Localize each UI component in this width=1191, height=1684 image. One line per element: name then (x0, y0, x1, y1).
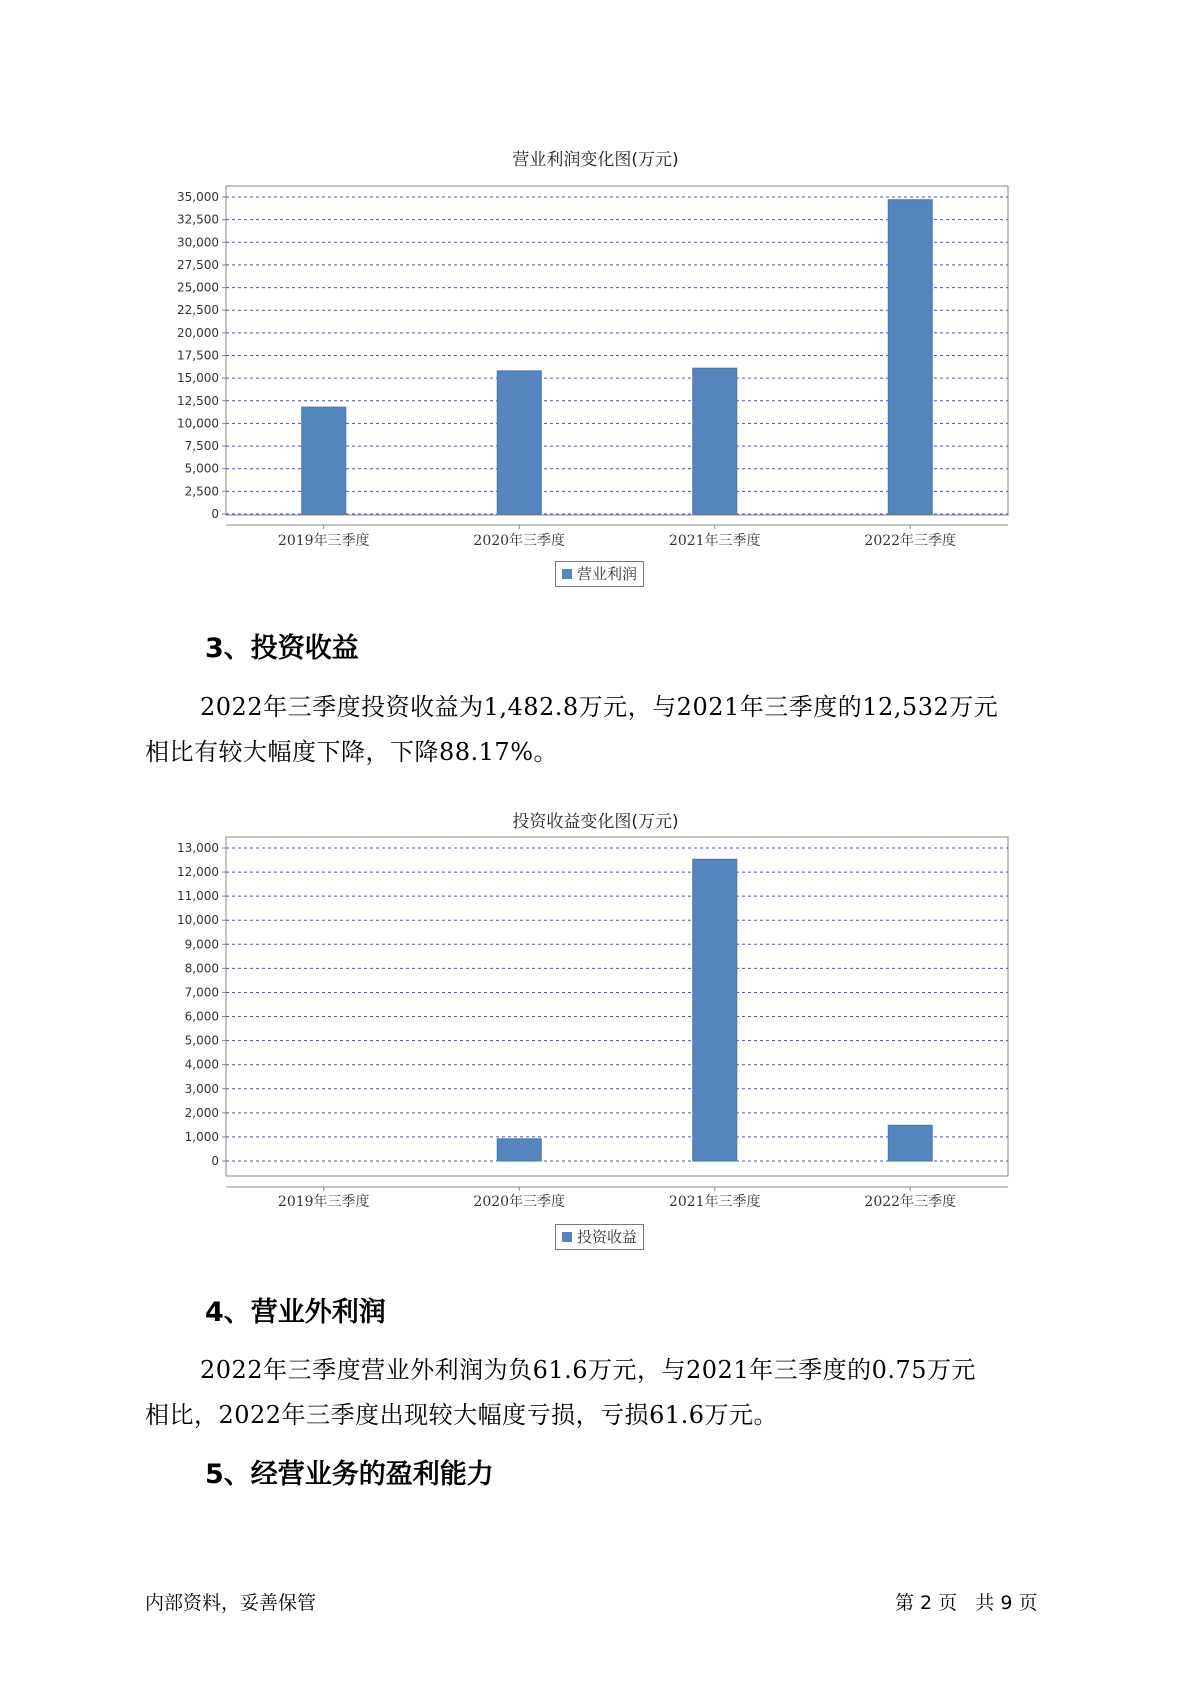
y-tick-label: 10,000 (177, 416, 219, 431)
paragraph-investment-income-line2: 相比有较大幅度下降，下降88.17%。 (145, 738, 559, 766)
y-tick-label: 13,000 (177, 841, 219, 855)
y-tick-label: 3,000 (184, 1081, 219, 1096)
x-tick-label: 2019年三季度 (277, 533, 370, 549)
y-tick-label: 20,000 (177, 325, 219, 340)
y-tick-label: 2,500 (184, 484, 219, 499)
legend-label: 投资收益 (577, 1228, 638, 1246)
bar (888, 1125, 932, 1161)
paragraph-investment-income-line1: 2022年三季度投资收益为1,482.8万元，与2021年三季度的12,532万元 (200, 693, 999, 721)
y-tick-label: 0 (211, 1154, 219, 1168)
section-heading-non-operating-profit: 4、营业外利润 (205, 1297, 386, 1328)
y-tick-label: 5,000 (184, 1033, 219, 1048)
paragraph-non-operating-profit-line2: 相比，2022年三季度出现较大幅度亏损，亏损61.6万元。 (145, 1401, 779, 1429)
y-tick-label: 10,000 (177, 913, 219, 928)
y-tick-label: 2,000 (184, 1105, 219, 1120)
y-tick-label: 0 (211, 507, 219, 521)
x-tick-label: 2021年三季度 (668, 533, 761, 549)
y-tick-label: 7,500 (184, 439, 219, 454)
legend-label: 营业利润 (577, 565, 638, 583)
y-tick-label: 4,000 (184, 1057, 219, 1072)
x-tick-label: 2022年三季度 (864, 533, 957, 549)
y-tick-label: 1,000 (184, 1129, 219, 1144)
y-tick-label: 7,000 (184, 985, 219, 1000)
x-tick-label: 2020年三季度 (473, 533, 566, 549)
y-tick-label: 22,500 (177, 303, 219, 318)
legend-swatch (562, 1232, 572, 1242)
y-tick-label: 17,500 (177, 348, 219, 363)
chart-title-operating-profit: 营业利润变化图(万元) (512, 150, 679, 170)
chart-title-investment-income: 投资收益变化图(万元) (512, 812, 679, 832)
y-tick-label: 35,000 (177, 190, 219, 204)
y-tick-label: 25,000 (177, 280, 219, 295)
x-tick-label: 2021年三季度 (668, 1194, 761, 1210)
paragraph-non-operating-profit-line1: 2022年三季度营业外利润为负61.6万元，与2021年三季度的0.75万元 (200, 1356, 977, 1384)
bar (497, 1139, 541, 1161)
footer-confidential-note: 内部资料，妥善保管 (145, 1592, 317, 1614)
y-tick-label: 30,000 (177, 235, 219, 250)
y-tick-label: 11,000 (177, 889, 219, 904)
y-tick-label: 6,000 (184, 1009, 219, 1024)
x-tick-label: 2022年三季度 (864, 1194, 957, 1210)
bar (693, 859, 737, 1161)
y-tick-label: 15,000 (177, 371, 219, 386)
x-tick-label: 2019年三季度 (277, 1194, 370, 1210)
section-heading-operating-profitability: 5、经营业务的盈利能力 (205, 1459, 494, 1490)
y-tick-label: 12,000 (177, 865, 219, 880)
y-tick-label: 9,000 (184, 937, 219, 952)
y-tick-label: 5,000 (184, 461, 219, 476)
footer-page-number: 第 2 页 共 9 页 (895, 1592, 1038, 1614)
x-tick-label: 2020年三季度 (473, 1194, 566, 1210)
chart-legend-investment-income (555, 1224, 644, 1250)
y-tick-label: 8,000 (184, 961, 219, 976)
y-tick-label: 12,500 (177, 393, 219, 408)
y-tick-label: 27,500 (177, 257, 219, 272)
section-heading-investment-income: 3、投资收益 (205, 633, 359, 664)
y-tick-label: 32,500 (177, 212, 219, 227)
